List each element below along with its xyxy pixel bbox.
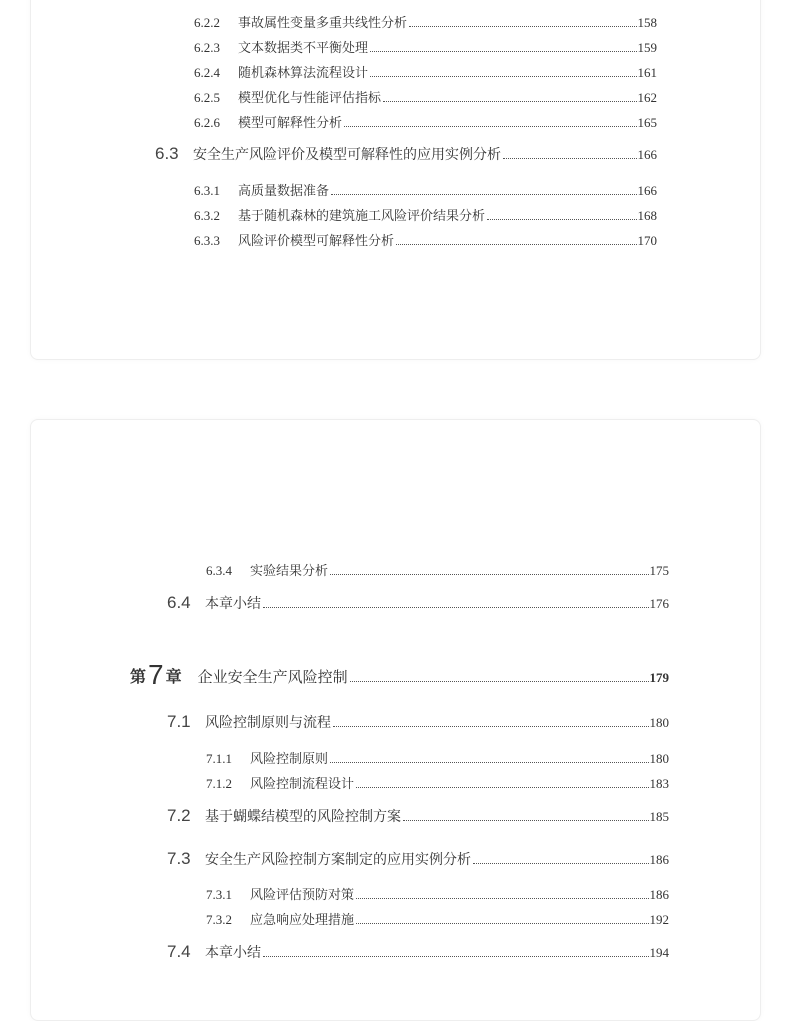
toc-entry[interactable] xyxy=(194,12,657,31)
section-title: 风险评估预防对策 xyxy=(250,888,355,903)
toc-entry[interactable] xyxy=(194,205,657,224)
section-title: 随机森林算法流程设计 xyxy=(238,66,369,81)
dot-leader xyxy=(370,51,636,52)
chapter-suffix: 章 xyxy=(165,667,182,686)
toc-entry[interactable] xyxy=(206,909,669,928)
page-number: 165 xyxy=(637,115,657,130)
chapter-title: 企业安全生产风险控制 xyxy=(197,668,348,686)
section-number: 7.1.2 xyxy=(206,776,232,791)
section-title: 事故属性变量多重共线性分析 xyxy=(238,16,408,31)
toc-section-entry[interactable] xyxy=(155,144,657,164)
page-number: 162 xyxy=(637,90,657,105)
toc-entry[interactable] xyxy=(206,773,669,792)
dot-leader xyxy=(333,726,649,727)
section-title: 风险控制原则 xyxy=(250,752,329,767)
section-number: 6.4 xyxy=(167,593,191,612)
page-number: 158 xyxy=(637,15,657,30)
section-title: 应急响应处理措施 xyxy=(250,913,355,928)
toc-entry[interactable] xyxy=(194,112,657,131)
toc-section-entry[interactable] xyxy=(167,712,669,732)
section-number: 7.1.1 xyxy=(206,751,232,766)
dot-leader xyxy=(330,574,648,575)
section-title: 高质量数据准备 xyxy=(238,184,330,199)
section-number: 6.2.5 xyxy=(194,90,220,105)
dot-leader xyxy=(396,244,636,245)
page-number: 180 xyxy=(649,751,669,766)
section-title: 风险评价模型可解释性分析 xyxy=(238,234,395,249)
section-number: 6.3 xyxy=(155,144,179,163)
dot-leader xyxy=(403,820,649,821)
section-title: 文本数据类不平衡处理 xyxy=(238,41,369,56)
dot-leader xyxy=(473,863,649,864)
dot-leader xyxy=(263,607,649,608)
toc-entry[interactable] xyxy=(194,87,657,106)
page-number: 179 xyxy=(649,670,669,685)
toc-chapter-entry[interactable] xyxy=(130,657,669,689)
section-title: 本章小结 xyxy=(205,945,261,961)
toc-entry[interactable] xyxy=(194,180,657,199)
section-title: 基于蝴蝶结模型的风险控制方案 xyxy=(205,809,401,825)
dot-leader xyxy=(503,158,637,159)
page-number: 176 xyxy=(649,596,669,611)
section-title: 风险控制原则与流程 xyxy=(205,715,331,731)
section-number: 6.2.6 xyxy=(194,115,220,130)
toc-page-2 xyxy=(30,419,761,1021)
dot-leader xyxy=(383,101,636,102)
page-number: 192 xyxy=(649,912,669,927)
section-title: 模型优化与性能评估指标 xyxy=(238,91,382,106)
section-title: 安全生产风险评价及模型可解释性的应用实例分析 xyxy=(193,147,501,163)
page-number: 185 xyxy=(649,809,669,824)
page-number: 183 xyxy=(649,776,669,791)
section-number: 7.1 xyxy=(167,712,191,731)
toc-section-entry[interactable] xyxy=(167,849,669,869)
section-title: 本章小结 xyxy=(205,596,261,612)
section-number: 6.2.3 xyxy=(194,40,220,55)
page-number: 159 xyxy=(637,40,657,55)
page-number: 186 xyxy=(649,852,669,867)
toc-section-entry[interactable] xyxy=(167,593,669,613)
dot-leader xyxy=(487,219,636,220)
section-number: 7.3.2 xyxy=(206,912,232,927)
toc-entry[interactable] xyxy=(206,560,669,579)
toc-page-1 xyxy=(30,0,761,360)
page-number: 170 xyxy=(637,233,657,248)
section-number: 6.3.2 xyxy=(194,208,220,223)
dot-leader xyxy=(263,956,649,957)
dot-leader xyxy=(344,126,636,127)
section-title: 安全生产风险控制方案制定的应用实例分析 xyxy=(205,852,471,868)
section-title: 实验结果分析 xyxy=(250,564,329,579)
page-number: 175 xyxy=(649,563,669,578)
toc-entry[interactable] xyxy=(194,230,657,249)
page-number: 168 xyxy=(637,208,657,223)
section-title: 模型可解释性分析 xyxy=(238,116,343,131)
section-number: 6.3.1 xyxy=(194,183,220,198)
toc-entry[interactable] xyxy=(206,884,669,903)
page-number: 180 xyxy=(649,715,669,730)
toc-entry[interactable] xyxy=(206,748,669,767)
section-number: 6.3.3 xyxy=(194,233,220,248)
toc-entry[interactable] xyxy=(194,62,657,81)
dot-leader xyxy=(331,194,636,195)
dot-leader xyxy=(356,787,648,788)
page-number: 166 xyxy=(637,147,657,162)
dot-leader xyxy=(356,898,648,899)
section-number: 7.2 xyxy=(167,806,191,825)
section-number: 6.2.4 xyxy=(194,65,220,80)
section-number: 7.3.1 xyxy=(206,887,232,902)
toc-section-entry[interactable] xyxy=(167,806,669,826)
section-title: 风险控制流程设计 xyxy=(250,777,355,792)
toc-section-entry[interactable] xyxy=(167,942,669,962)
section-number: 6.2.2 xyxy=(194,15,220,30)
page-number: 161 xyxy=(637,65,657,80)
dot-leader xyxy=(330,762,648,763)
dot-leader xyxy=(370,76,636,77)
page-number: 166 xyxy=(637,183,657,198)
toc-entry[interactable] xyxy=(194,37,657,56)
section-number: 7.4 xyxy=(167,942,191,961)
dot-leader xyxy=(350,681,649,682)
page-number: 186 xyxy=(649,887,669,902)
dot-leader xyxy=(356,923,648,924)
dot-leader xyxy=(409,26,636,27)
section-title: 基于随机森林的建筑施工风险评价结果分析 xyxy=(238,209,486,224)
chapter-prefix: 第 xyxy=(130,667,147,686)
section-number: 7.3 xyxy=(167,849,191,868)
page-number: 194 xyxy=(649,945,669,960)
chapter-number: 7 xyxy=(148,659,164,690)
section-number: 6.3.4 xyxy=(206,563,232,578)
